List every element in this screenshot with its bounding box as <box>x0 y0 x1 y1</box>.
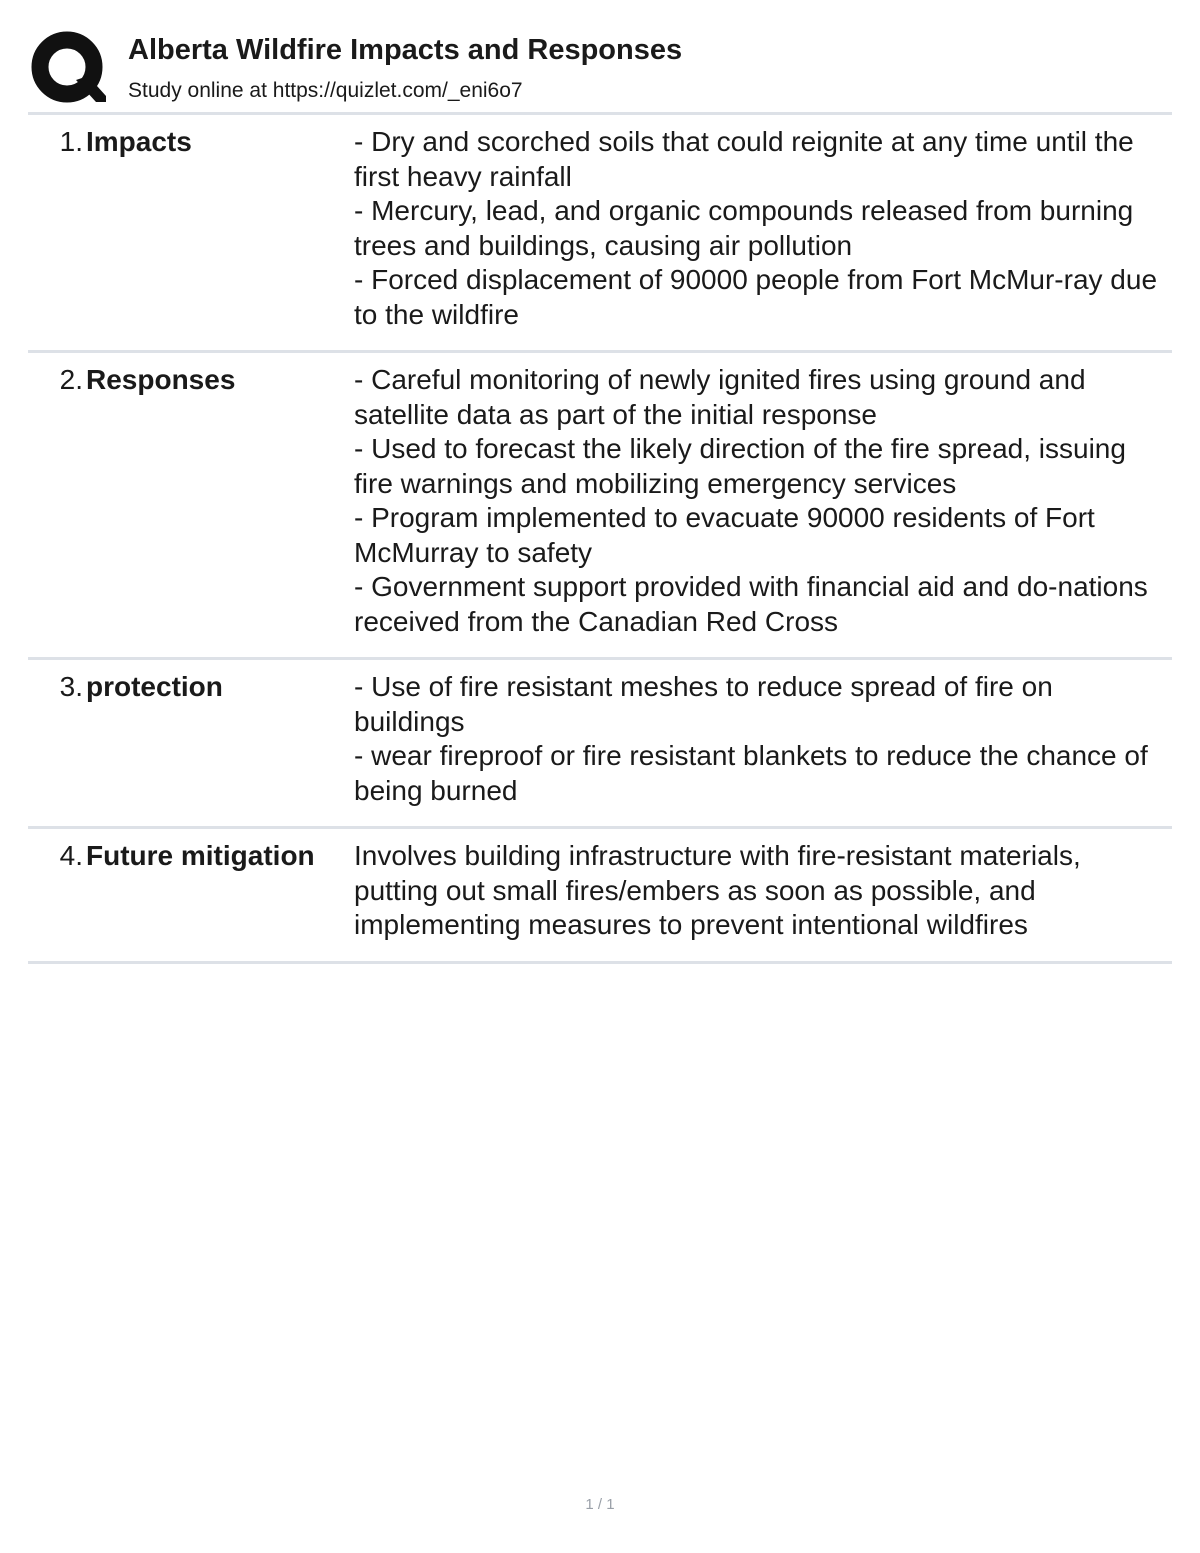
flashcard-row <box>28 115 1172 353</box>
flashcard-row <box>28 353 1172 660</box>
card-definition: - Dry and scorched soils that could reignite at any time until the first heavy rainfall - Mercury, lead, and organic compounds released from burning trees and buildings, causing air pollution - Forced displacement of 90000 people from Fort McMur-ray due to the wildfire <box>354 126 1158 330</box>
flashcard-row <box>28 829 1172 964</box>
quizlet-q-logo-icon <box>30 30 106 106</box>
flashcard-row <box>28 660 1172 829</box>
card-number: 3. <box>59 671 83 702</box>
card-number: 4. <box>59 840 83 871</box>
study-online-link[interactable]: Study online at https://quizlet.com/_eni6o7 <box>128 79 523 102</box>
card-number: 1. <box>59 126 83 157</box>
card-term: Responses <box>86 364 236 395</box>
page-title: Alberta Wildfire Impacts and Responses <box>128 34 683 66</box>
card-term: Impacts <box>86 126 192 157</box>
card-term: Future mitigation <box>86 840 315 871</box>
card-definition: - Careful monitoring of newly ignited fires using ground and satellite data as part of the initial response - Used to forecast the likely direction of the fire spread, issuing fire warnings and mobilizing emergency services - Program implemented to evacuate 90000 residents of Fort McMurray to safety - Government support provided with financial aid and do-nations received from the Canadian Red Cross <box>354 364 1148 637</box>
card-number: 2. <box>59 364 83 395</box>
card-definition: Involves building infrastructure with fire-resistant materials, putting out small fires/embers as soon as possible, and implementing measures to prevent intentional wildfires <box>354 840 1081 940</box>
card-definition: - Use of fire resistant meshes to reduce spread of fire on buildings - wear fireproof or fire resistant blankets to reduce the chance of being burned <box>354 671 1148 806</box>
page-header <box>28 28 1172 112</box>
flashcard-list <box>28 115 1172 964</box>
card-term: protection <box>86 671 223 702</box>
page-number: 1 / 1 <box>585 1496 615 1513</box>
